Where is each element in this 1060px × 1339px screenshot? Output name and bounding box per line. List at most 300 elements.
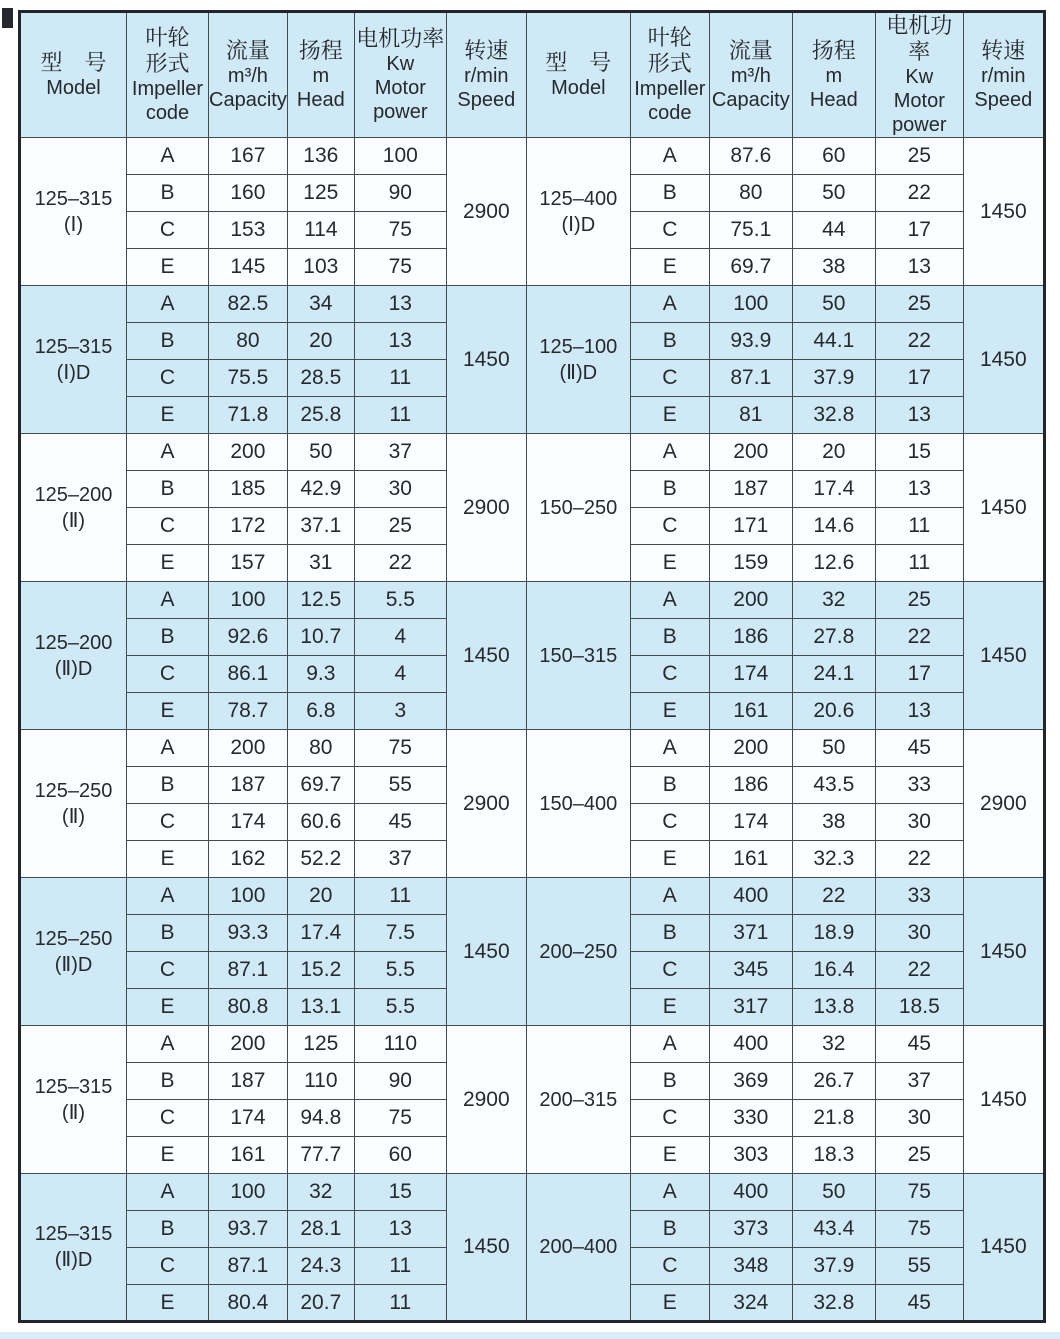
model-line: 125–200 [34, 483, 113, 506]
right-code-cell: E [630, 841, 709, 878]
left-power-cell: 25 [354, 508, 446, 545]
table-row [20, 878, 1045, 915]
left-speed-cell: 2900 [446, 434, 526, 582]
left-head-cell: 125 [287, 1026, 354, 1063]
left-power-cell: 55 [354, 767, 446, 804]
model-line: (Ⅱ) [61, 1101, 86, 1124]
left-capacity-cell: 157 [209, 545, 288, 582]
table-row [20, 434, 1045, 471]
left-speed-cell: 1450 [446, 286, 526, 434]
right-head-cell: 44.1 [792, 323, 875, 360]
left-head-cell: 28.5 [287, 360, 354, 397]
right-code-cell: B [630, 471, 709, 508]
left-code-cell: A [127, 286, 209, 323]
right-code-cell: A [630, 138, 709, 175]
table-row [20, 286, 1045, 323]
left-capacity-cell: 174 [209, 1100, 288, 1137]
left-power-cell: 75 [354, 249, 446, 286]
right-code-cell: A [630, 286, 709, 323]
right-power-cell: 18.5 [875, 989, 963, 1026]
model-line: (Ⅰ) [63, 213, 84, 236]
right-capacity-cell: 303 [709, 1137, 792, 1174]
model-line: (Ⅰ)D [561, 213, 596, 236]
right-capacity-cell: 75.1 [709, 212, 792, 249]
left-power-cell: 11 [354, 397, 446, 434]
left-model-cell [20, 1026, 127, 1174]
left-head-cell: 114 [287, 212, 354, 249]
model-line: (Ⅱ)D [559, 361, 598, 384]
left-head-cell: 9.3 [287, 656, 354, 693]
right-model-cell [526, 138, 630, 286]
right-code-cell: B [630, 1211, 709, 1248]
right-head-cell: 50 [792, 730, 875, 767]
header-row [20, 12, 1045, 138]
right-code-cell: E [630, 397, 709, 434]
header-head-line: Head [296, 89, 345, 111]
left-head-cell: 60.6 [287, 804, 354, 841]
right-code-cell: E [630, 989, 709, 1026]
header-model-line: Model [46, 77, 101, 99]
left-capacity-cell: 153 [209, 212, 288, 249]
left-code-cell: C [127, 952, 209, 989]
right-speed-cell: 1450 [963, 1026, 1044, 1174]
right-capacity-cell: 69.7 [709, 249, 792, 286]
left-code-cell: C [127, 508, 209, 545]
right-power-cell: 22 [875, 841, 963, 878]
right-power-cell: 30 [875, 1100, 963, 1137]
left-head-cell: 17.4 [287, 915, 354, 952]
left-capacity-cell: 172 [209, 508, 288, 545]
left-head-cell: 10.7 [287, 619, 354, 656]
table-row [20, 582, 1045, 619]
left-speed-cell: 2900 [446, 730, 526, 878]
right-code-cell: B [630, 619, 709, 656]
right-power-cell: 33 [875, 878, 963, 915]
right-model-cell [526, 434, 630, 582]
right-power-cell: 17 [875, 656, 963, 693]
right-capacity-cell: 186 [709, 767, 792, 804]
header-capacity-line: Capacity [209, 89, 287, 111]
header-right-power [875, 12, 963, 138]
left-power-cell: 37 [354, 841, 446, 878]
header-model-line: Model [551, 77, 606, 99]
header-power-line: 电机功率 [356, 26, 445, 51]
left-capacity-cell: 187 [209, 767, 288, 804]
right-capacity-cell: 348 [709, 1248, 792, 1285]
left-head-cell: 34 [287, 286, 354, 323]
left-power-cell: 13 [354, 286, 446, 323]
header-power-line: Kw [386, 53, 415, 75]
left-code-cell: B [127, 471, 209, 508]
model-line: 125–315 [34, 187, 113, 210]
left-power-cell: 5.5 [354, 952, 446, 989]
right-code-cell: E [630, 1285, 709, 1322]
left-code-cell: E [127, 249, 209, 286]
header-impeller-line: code [145, 102, 190, 124]
left-head-cell: 15.2 [287, 952, 354, 989]
left-power-cell: 22 [354, 545, 446, 582]
right-speed-cell: 2900 [963, 730, 1044, 878]
left-capacity-cell: 71.8 [209, 397, 288, 434]
header-left-model [20, 12, 127, 138]
right-head-cell: 32 [792, 1026, 875, 1063]
left-head-cell: 13.1 [287, 989, 354, 1026]
right-code-cell: A [630, 582, 709, 619]
right-power-cell: 37 [875, 1063, 963, 1100]
right-head-cell: 12.6 [792, 545, 875, 582]
right-power-cell: 22 [875, 323, 963, 360]
left-head-cell: 103 [287, 249, 354, 286]
left-power-cell: 110 [354, 1026, 446, 1063]
left-model-cell [20, 730, 127, 878]
header-impeller-line: Impeller [634, 78, 706, 100]
right-head-cell: 32.8 [792, 1285, 875, 1322]
right-head-cell: 37.9 [792, 360, 875, 397]
right-code-cell: C [630, 1100, 709, 1137]
right-code-cell: B [630, 767, 709, 804]
left-code-cell: C [127, 212, 209, 249]
right-power-cell: 25 [875, 1137, 963, 1174]
left-head-cell: 32 [287, 1174, 354, 1211]
model-line: 150–315 [539, 644, 618, 667]
right-code-cell: C [630, 1248, 709, 1285]
right-capacity-cell: 400 [709, 1026, 792, 1063]
left-power-cell: 11 [354, 360, 446, 397]
right-power-cell: 55 [875, 1248, 963, 1285]
left-capacity-cell: 160 [209, 175, 288, 212]
right-head-cell: 60 [792, 138, 875, 175]
left-power-cell: 30 [354, 471, 446, 508]
left-power-cell: 100 [354, 138, 446, 175]
right-power-cell: 22 [875, 175, 963, 212]
table-row [20, 1174, 1045, 1211]
left-capacity-cell: 100 [209, 582, 288, 619]
right-capacity-cell: 93.9 [709, 323, 792, 360]
right-speed-cell: 1450 [963, 286, 1044, 434]
right-head-cell: 50 [792, 286, 875, 323]
right-head-cell: 17.4 [792, 471, 875, 508]
left-capacity-cell: 80.4 [209, 1285, 288, 1322]
left-code-cell: E [127, 545, 209, 582]
right-capacity-cell: 330 [709, 1100, 792, 1137]
right-speed-cell: 1450 [963, 878, 1044, 1026]
right-code-cell: B [630, 915, 709, 952]
right-head-cell: 50 [792, 175, 875, 212]
model-line: (Ⅱ) [61, 509, 86, 532]
right-power-cell: 13 [875, 249, 963, 286]
left-head-cell: 42.9 [287, 471, 354, 508]
left-speed-cell: 1450 [446, 878, 526, 1026]
header-left-power [354, 12, 446, 138]
left-capacity-cell: 86.1 [209, 656, 288, 693]
left-model-cell [20, 138, 127, 286]
header-power-line: Motor [374, 77, 426, 99]
right-power-cell: 11 [875, 545, 963, 582]
left-head-cell: 110 [287, 1063, 354, 1100]
right-head-cell: 43.4 [792, 1211, 875, 1248]
right-capacity-cell: 100 [709, 286, 792, 323]
header-head-line: m [825, 65, 843, 87]
left-capacity-cell: 200 [209, 434, 288, 471]
right-capacity-cell: 369 [709, 1063, 792, 1100]
header-impeller-line: 形式 [647, 51, 692, 76]
right-head-cell: 32.8 [792, 397, 875, 434]
left-code-cell: A [127, 434, 209, 471]
right-capacity-cell: 324 [709, 1285, 792, 1322]
left-capacity-cell: 80 [209, 323, 288, 360]
left-power-cell: 11 [354, 1285, 446, 1322]
left-model-cell [20, 286, 127, 434]
left-head-cell: 94.8 [287, 1100, 354, 1137]
left-model-cell [20, 1174, 127, 1322]
right-power-cell: 22 [875, 619, 963, 656]
table-body [20, 138, 1045, 1322]
left-head-cell: 6.8 [287, 693, 354, 730]
left-code-cell: B [127, 323, 209, 360]
right-model-cell [526, 286, 630, 434]
left-code-cell: A [127, 878, 209, 915]
header-right-model [526, 12, 630, 138]
left-code-cell: A [127, 138, 209, 175]
model-line: 200–250 [539, 940, 618, 963]
header-speed-line: Speed [974, 89, 1033, 111]
header-left-capacity [209, 12, 288, 138]
right-capacity-cell: 159 [709, 545, 792, 582]
left-code-cell: E [127, 397, 209, 434]
right-capacity-cell: 81 [709, 397, 792, 434]
right-model-cell [526, 1026, 630, 1174]
right-code-cell: C [630, 952, 709, 989]
header-model-line: 型 号 [40, 50, 107, 75]
right-head-cell: 16.4 [792, 952, 875, 989]
right-code-cell: B [630, 1063, 709, 1100]
right-capacity-cell: 87.1 [709, 360, 792, 397]
model-line: 200–315 [539, 1088, 618, 1111]
left-model-cell [20, 582, 127, 730]
left-capacity-cell: 161 [209, 1137, 288, 1174]
left-power-cell: 60 [354, 1137, 446, 1174]
left-capacity-cell: 87.1 [209, 952, 288, 989]
left-capacity-cell: 162 [209, 841, 288, 878]
right-code-cell: E [630, 1137, 709, 1174]
left-code-cell: A [127, 582, 209, 619]
right-capacity-cell: 200 [709, 582, 792, 619]
header-impeller-line: 叶轮 [145, 25, 190, 50]
right-capacity-cell: 200 [709, 434, 792, 471]
left-code-cell: E [127, 1285, 209, 1322]
header-head-line: m [312, 65, 330, 87]
right-power-cell: 17 [875, 360, 963, 397]
right-capacity-cell: 87.6 [709, 138, 792, 175]
right-capacity-cell: 171 [709, 508, 792, 545]
right-code-cell: E [630, 545, 709, 582]
right-head-cell: 37.9 [792, 1248, 875, 1285]
left-power-cell: 75 [354, 1100, 446, 1137]
header-speed-line: Speed [457, 89, 516, 111]
right-power-cell: 25 [875, 286, 963, 323]
left-code-cell: B [127, 619, 209, 656]
right-code-cell: C [630, 656, 709, 693]
right-power-cell: 75 [875, 1211, 963, 1248]
left-power-cell: 3 [354, 693, 446, 730]
right-capacity-cell: 200 [709, 730, 792, 767]
model-line: (Ⅱ)D [54, 1249, 93, 1271]
right-head-cell: 44 [792, 212, 875, 249]
left-power-cell: 90 [354, 1063, 446, 1100]
left-capacity-cell: 100 [209, 1174, 288, 1211]
right-head-cell: 43.5 [792, 767, 875, 804]
left-power-cell: 11 [354, 878, 446, 915]
pump-spec-table [18, 10, 1046, 1323]
right-capacity-cell: 174 [709, 656, 792, 693]
header-power-line: Motor [893, 90, 945, 112]
left-power-cell: 13 [354, 1211, 446, 1248]
header-capacity-line: Capacity [711, 89, 790, 111]
left-code-cell: E [127, 1137, 209, 1174]
left-power-cell: 13 [354, 323, 446, 360]
header-impeller-line: Impeller [131, 78, 204, 100]
model-line: (Ⅱ)D [54, 657, 93, 680]
left-capacity-cell: 93.7 [209, 1211, 288, 1248]
bottom-page-strip [0, 1332, 1060, 1339]
right-head-cell: 18.9 [792, 915, 875, 952]
header-right-head [792, 12, 875, 138]
header-power-line: Kw [905, 66, 934, 88]
right-head-cell: 13.8 [792, 989, 875, 1026]
header-impeller-line: 形式 [145, 51, 190, 76]
left-code-cell: E [127, 693, 209, 730]
left-head-cell: 125 [287, 175, 354, 212]
header-left-impeller [127, 12, 209, 138]
header-speed-line: r/min [464, 65, 509, 87]
header-right-speed [963, 12, 1044, 138]
header-capacity-line: m³/h [730, 65, 771, 87]
left-power-cell: 7.5 [354, 915, 446, 952]
left-capacity-cell: 174 [209, 804, 288, 841]
model-line: (Ⅱ)D [54, 953, 93, 976]
right-power-cell: 17 [875, 212, 963, 249]
left-head-cell: 69.7 [287, 767, 354, 804]
model-line: 125–250 [34, 927, 113, 950]
right-power-cell: 13 [875, 471, 963, 508]
header-model-line: 型 号 [545, 50, 612, 75]
right-model-cell [526, 730, 630, 878]
left-capacity-cell: 78.7 [209, 693, 288, 730]
right-head-cell: 20.6 [792, 693, 875, 730]
header-speed-line: r/min [981, 65, 1026, 87]
model-line: (Ⅱ) [61, 805, 86, 828]
left-code-cell: C [127, 1248, 209, 1285]
left-head-cell: 136 [287, 138, 354, 175]
right-code-cell: A [630, 1174, 709, 1211]
right-power-cell: 22 [875, 952, 963, 989]
left-capacity-cell: 167 [209, 138, 288, 175]
header-impeller-line: code [648, 102, 692, 124]
header-right-capacity [709, 12, 792, 138]
model-line: 125–400 [539, 187, 618, 210]
right-power-cell: 45 [875, 1285, 963, 1322]
left-head-cell: 31 [287, 545, 354, 582]
table-header [20, 12, 1045, 138]
right-head-cell: 21.8 [792, 1100, 875, 1137]
right-head-cell: 38 [792, 804, 875, 841]
right-capacity-cell: 161 [709, 841, 792, 878]
left-code-cell: E [127, 841, 209, 878]
header-capacity-line: 流量 [225, 38, 270, 63]
model-line: 125–250 [34, 779, 113, 802]
right-head-cell: 26.7 [792, 1063, 875, 1100]
left-capacity-cell: 75.5 [209, 360, 288, 397]
right-code-cell: A [630, 434, 709, 471]
right-speed-cell: 1450 [963, 1174, 1044, 1322]
left-power-cell: 11 [354, 1248, 446, 1285]
left-head-cell: 20 [287, 323, 354, 360]
left-model-cell [20, 878, 127, 1026]
header-left-head [287, 12, 354, 138]
left-speed-cell: 1450 [446, 1174, 526, 1322]
right-power-cell: 30 [875, 804, 963, 841]
right-capacity-cell: 80 [709, 175, 792, 212]
right-power-cell: 75 [875, 1174, 963, 1211]
right-code-cell: E [630, 249, 709, 286]
right-model-cell [526, 1174, 630, 1322]
right-capacity-cell: 400 [709, 1174, 792, 1211]
right-power-cell: 15 [875, 434, 963, 471]
left-code-cell: E [127, 989, 209, 1026]
header-capacity-line: m³/h [227, 65, 268, 87]
model-line: 125–315 [34, 1223, 113, 1245]
header-power-line: power [892, 114, 947, 136]
model-line: 125–100 [539, 335, 618, 358]
right-code-cell: A [630, 1026, 709, 1063]
right-head-cell: 50 [792, 1174, 875, 1211]
left-code-cell: B [127, 915, 209, 952]
left-code-cell: B [127, 1211, 209, 1248]
left-power-cell: 75 [354, 730, 446, 767]
left-power-cell: 4 [354, 656, 446, 693]
model-line: 125–200 [34, 631, 113, 654]
model-line: 125–315 [34, 335, 113, 358]
left-code-cell: C [127, 360, 209, 397]
left-power-cell: 15 [354, 1174, 446, 1211]
left-capacity-cell: 100 [209, 878, 288, 915]
left-head-cell: 28.1 [287, 1211, 354, 1248]
right-head-cell: 14.6 [792, 508, 875, 545]
right-capacity-cell: 161 [709, 693, 792, 730]
right-code-cell: C [630, 212, 709, 249]
right-speed-cell: 1450 [963, 138, 1044, 286]
left-capacity-cell: 80.8 [209, 989, 288, 1026]
scan-artifact-mark [2, 8, 13, 28]
right-code-cell: B [630, 323, 709, 360]
left-head-cell: 25.8 [287, 397, 354, 434]
left-power-cell: 5.5 [354, 582, 446, 619]
right-capacity-cell: 187 [709, 471, 792, 508]
left-head-cell: 20.7 [287, 1285, 354, 1322]
right-model-cell [526, 582, 630, 730]
right-code-cell: B [630, 175, 709, 212]
right-head-cell: 22 [792, 878, 875, 915]
header-power-line: 电机功率 [886, 13, 953, 64]
right-capacity-cell: 400 [709, 878, 792, 915]
header-right-impeller [630, 12, 709, 138]
right-power-cell: 25 [875, 582, 963, 619]
left-head-cell: 80 [287, 730, 354, 767]
table-row [20, 1026, 1045, 1063]
right-power-cell: 11 [875, 508, 963, 545]
right-head-cell: 38 [792, 249, 875, 286]
right-head-cell: 18.3 [792, 1137, 875, 1174]
